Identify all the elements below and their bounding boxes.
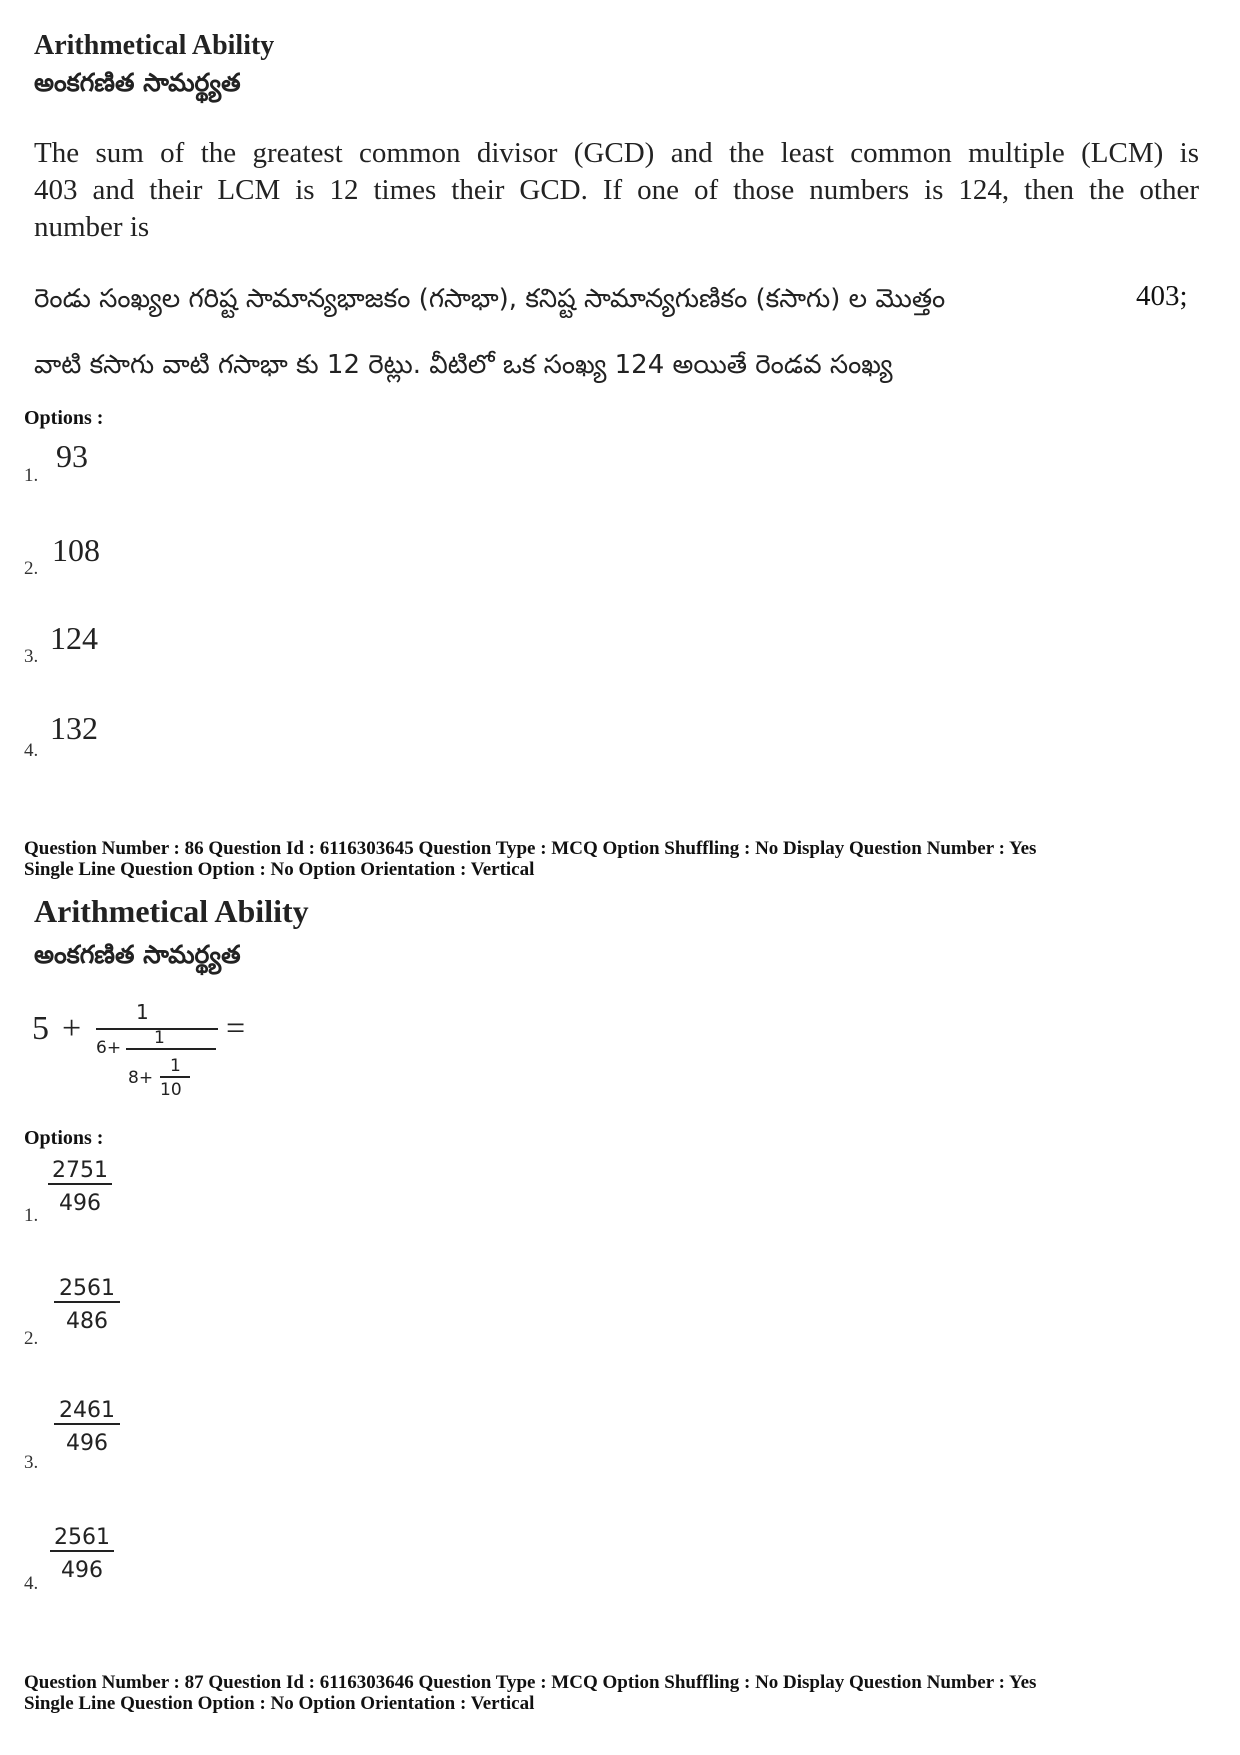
option-number: 3. bbox=[24, 646, 39, 667]
expr-numerator: 1 bbox=[154, 1028, 165, 1048]
section-title: Arithmetical Ability bbox=[34, 30, 275, 61]
question-meta bbox=[24, 1672, 1036, 1714]
expr-eight-plus: 8+ bbox=[128, 1068, 154, 1088]
math-expression bbox=[30, 1000, 270, 1110]
options-label: Options : bbox=[24, 1127, 104, 1149]
option-value[interactable]: 132 bbox=[50, 710, 98, 746]
option-number: 2. bbox=[24, 558, 39, 579]
fraction-denominator: 496 bbox=[59, 1191, 101, 1216]
option-number: 1. bbox=[24, 465, 39, 486]
option-fraction[interactable] bbox=[54, 1276, 120, 1334]
question-line: number is bbox=[34, 211, 150, 243]
option-number: 3. bbox=[24, 1452, 39, 1473]
fraction-numerator: 2561 bbox=[50, 1525, 114, 1552]
question-text-telugu-line: వాటి కసాగు వాటి గసాభా కు 12 రెట్లు. వీటిలో ఒక సంఖ్య 124 అయితే రెండవ సంఖ్య bbox=[34, 350, 893, 380]
question-meta-line: Question Number : 87 Question Id : 6116303646 Question Type : MCQ Option Shuffling : No Display Question Number : Yes bbox=[24, 1672, 1037, 1693]
question-line: 403 and their LCM is 12 times their GCD. If one of those numbers is 124, then the other bbox=[34, 174, 1199, 206]
fraction-numerator: 2561 bbox=[54, 1276, 120, 1303]
expr-ten: 10 bbox=[160, 1080, 182, 1100]
option-fraction[interactable] bbox=[54, 1398, 120, 1456]
section-title-telugu: అంకగణిత సామర్థ్యత bbox=[34, 940, 241, 969]
question-meta bbox=[24, 838, 1036, 880]
fraction-denominator: 496 bbox=[66, 1431, 108, 1456]
option-value[interactable]: 93 bbox=[56, 438, 88, 474]
option-number: 4. bbox=[24, 1573, 39, 1594]
expr-numerator: 1 bbox=[170, 1056, 181, 1076]
question-line: The sum of the greatest common divisor (GCD) and the least common multiple (LCM) is bbox=[34, 137, 1199, 169]
question-text-telugu-line: రెండు సంఖ్యల గరిష్ట సామాన్యభాజకం (గసాభా), కనిష్ట సామాన్యగుణికం (కసాగు) ల మొత్తం bbox=[34, 284, 946, 314]
options-label: Options : bbox=[24, 407, 104, 429]
option-number: 2. bbox=[24, 1328, 39, 1349]
expr-plus: + bbox=[62, 1010, 82, 1047]
section-title-telugu: అంకగణిత సామర్థ్యత bbox=[34, 68, 241, 97]
fraction-denominator: 486 bbox=[66, 1309, 108, 1334]
question-meta-line: Single Line Question Option : No Option Orientation : Vertical bbox=[24, 859, 535, 880]
option-fraction[interactable] bbox=[50, 1525, 114, 1583]
fraction-numerator: 2461 bbox=[54, 1398, 120, 1425]
question-text-number: 403; bbox=[1136, 280, 1188, 312]
expr-six-plus: 6+ bbox=[96, 1038, 122, 1058]
fraction-denominator: 496 bbox=[61, 1558, 103, 1583]
option-fraction[interactable] bbox=[48, 1158, 112, 1216]
option-number: 1. bbox=[24, 1205, 39, 1226]
fraction-bar bbox=[126, 1048, 216, 1050]
fraction-numerator: 2751 bbox=[48, 1158, 112, 1185]
expr-five: 5 bbox=[32, 1010, 49, 1047]
question-meta-line: Single Line Question Option : No Option Orientation : Vertical bbox=[24, 1693, 535, 1714]
expr-numerator: 1 bbox=[136, 1000, 149, 1024]
option-value[interactable]: 108 bbox=[52, 532, 100, 568]
option-number: 4. bbox=[24, 740, 39, 761]
question-text bbox=[34, 135, 1199, 246]
fraction-bar bbox=[160, 1076, 190, 1078]
option-value[interactable]: 124 bbox=[50, 620, 98, 656]
expr-equals: = bbox=[226, 1010, 246, 1047]
section-title: Arithmetical Ability bbox=[34, 893, 309, 929]
question-meta-line: Question Number : 86 Question Id : 6116303645 Question Type : MCQ Option Shuffling : No Display Question Number : Yes bbox=[24, 838, 1037, 859]
